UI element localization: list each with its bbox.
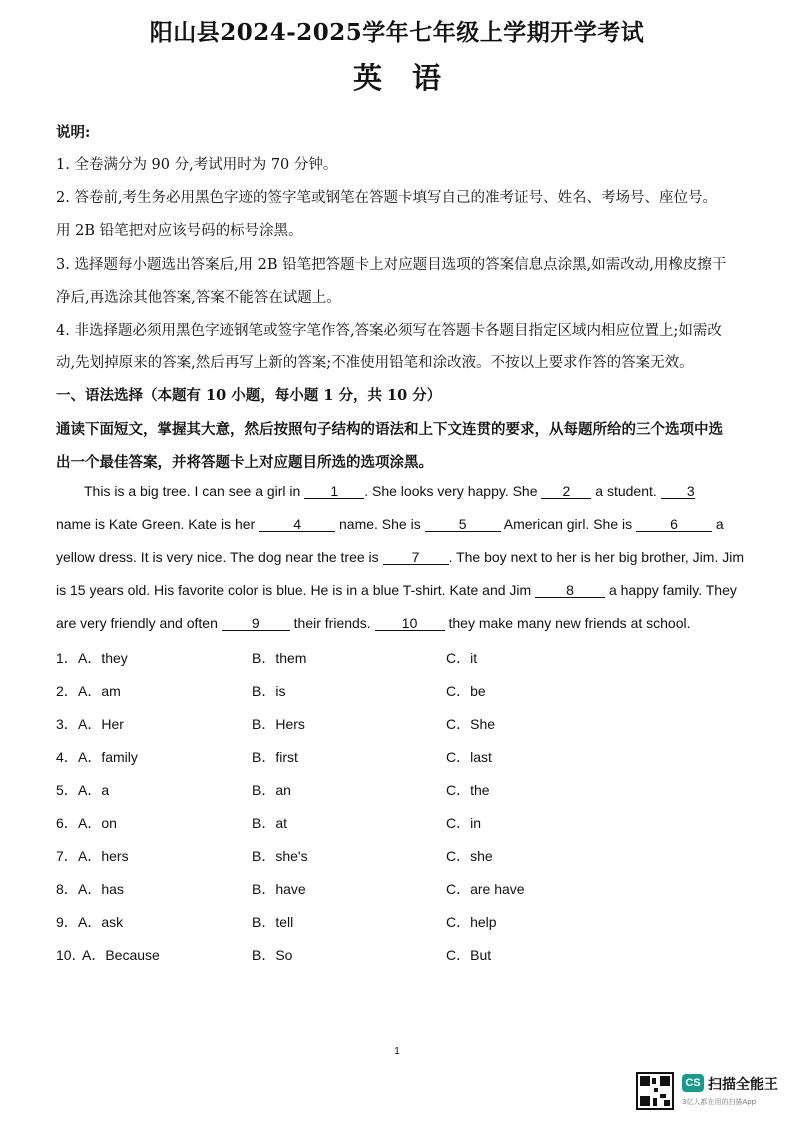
instruction-line: 2. 答卷前,考生务必用黑色字迹的签字笔或钢笔在答题卡填写自己的准考证号、姓名、考场号、座位号。 [56, 190, 718, 206]
instruction-line: 3. 选择题每小题选出答案后,用 2B 铅笔把答题卡上对应题目选项的答案信息点涂黑,如需改动,用橡皮擦干 [56, 257, 727, 273]
option-b: B．them [252, 650, 307, 666]
option-b: B．she's [252, 848, 308, 864]
question-number: 10． [56, 947, 86, 963]
question-number: 5． [56, 782, 78, 798]
qr-code-icon [636, 1072, 674, 1110]
option-b: B．is [252, 683, 286, 699]
question-row [56, 714, 616, 734]
section-directions: 通读下面短文，掌握其大意，然后按照句子结构的语法和上下文连贯的要求，从每题所给的三个选项中选 [56, 421, 723, 438]
passage-line: yellow dress. It is very nice. The dog near the tree is 7 . The boy next to her is her big brother, Jim. Jim [56, 549, 744, 565]
question-number: 3． [56, 716, 78, 732]
question-number: 6． [56, 815, 78, 831]
blank-5: 5 [425, 517, 501, 532]
option-a: A．hers [78, 848, 129, 864]
option-c: C．But [446, 947, 492, 963]
instruction-line: 4. 非选择题必须用黑色字迹钢笔或签字笔作答,答案必须写在答题卡各题目指定区域内相应位置上;如需改 [56, 323, 722, 339]
option-c: C．she [446, 848, 493, 864]
blank-8: 8 [535, 583, 605, 598]
option-a: A．am [78, 683, 121, 699]
option-b: B．at [252, 815, 288, 831]
question-row [56, 813, 616, 833]
blank-1: 1 [304, 484, 364, 499]
passage-line: is 15 years old. His favorite color is blue. He is in a blue T-shirt. Kate and Jim 8 a happy family. They [56, 582, 737, 598]
option-c: C．are have [446, 881, 525, 897]
blank-6: 6 [636, 517, 712, 532]
exam-title: 阳山县2024-2025学年七年级上学期开学考试 [149, 19, 645, 46]
option-c: C．She [446, 716, 496, 732]
option-a: A．a [78, 782, 110, 798]
question-number: 7． [56, 848, 78, 864]
instruction-line: 用 2B 铅笔把对应该号码的标号涂黑。 [56, 223, 303, 239]
page-number: 1 [394, 1046, 400, 1057]
option-c: C．be [446, 683, 486, 699]
scanner-tagline: 3亿人都在用的扫描App [682, 1098, 757, 1106]
blank-10: 10 [375, 616, 445, 631]
option-c: C．last [446, 749, 492, 765]
question-row [56, 945, 616, 965]
instructions-heading: 说明: [56, 124, 91, 141]
option-b: B．first [252, 749, 298, 765]
option-a: A．has [78, 881, 124, 897]
passage-line: are very friendly and often 9 their friends. 10 they make many new friends at school. [56, 615, 691, 631]
blank-3: 3 [661, 484, 695, 499]
blank-9: 9 [222, 616, 290, 631]
question-row [56, 780, 616, 800]
blank-2: 2 [541, 484, 591, 499]
option-b: B．have [252, 881, 306, 897]
blank-4: 4 [259, 517, 335, 532]
option-a: A．family [78, 749, 138, 765]
option-b: B．So [252, 947, 293, 963]
instruction-line: 动,先划掉原来的答案,然后再写上新的答案;不准使用铅笔和涂改液。不按以上要求作答的答案无效。 [56, 355, 694, 371]
option-a: A．ask [78, 914, 124, 930]
question-number: 9． [56, 914, 78, 930]
option-c: C．the [446, 782, 490, 798]
question-number: 2． [56, 683, 78, 699]
question-row [56, 747, 616, 767]
question-number: 1． [56, 650, 78, 666]
instruction-line: 净后,再选涂其他答案,答案不能答在试题上。 [56, 290, 341, 306]
question-row [56, 879, 616, 899]
question-row [56, 846, 616, 866]
option-b: B．Hers [252, 716, 305, 732]
passage-line: name is Kate Green. Kate is her 4 name. She is 5 American girl. She is 6 a [56, 516, 724, 532]
option-b: B．tell [252, 914, 294, 930]
section-directions: 出一个最佳答案，并将答题卡上对应题目所选的选项涂黑。 [56, 454, 433, 471]
option-a: A．they [78, 650, 128, 666]
option-c: C．it [446, 650, 478, 666]
question-number: 8． [56, 881, 78, 897]
question-row [56, 681, 616, 701]
camscanner-logo-icon: CS [682, 1074, 704, 1092]
scanner-app-name: 扫描全能王 [708, 1077, 778, 1093]
option-c: C．in [446, 815, 482, 831]
option-c: C．help [446, 914, 497, 930]
option-a: A．on [78, 815, 117, 831]
question-row [56, 648, 616, 668]
subject-title: 英语 [352, 61, 471, 95]
blank-7: 7 [383, 550, 449, 565]
option-b: B．an [252, 782, 291, 798]
option-a: A．Because [82, 947, 160, 963]
passage-line: This is a big tree. I can see a girl in 1 . She looks very happy. She 2 a student. 3 [84, 483, 695, 499]
section-heading: 一、语法选择（本题有 10 小题，每小题 1 分，共 10 分） [56, 387, 442, 404]
question-number: 4． [56, 749, 78, 765]
instruction-line: 1. 全卷满分为 90 分,考试用时为 70 分钟。 [56, 157, 338, 173]
question-row [56, 912, 616, 932]
option-a: A．Her [78, 716, 124, 732]
